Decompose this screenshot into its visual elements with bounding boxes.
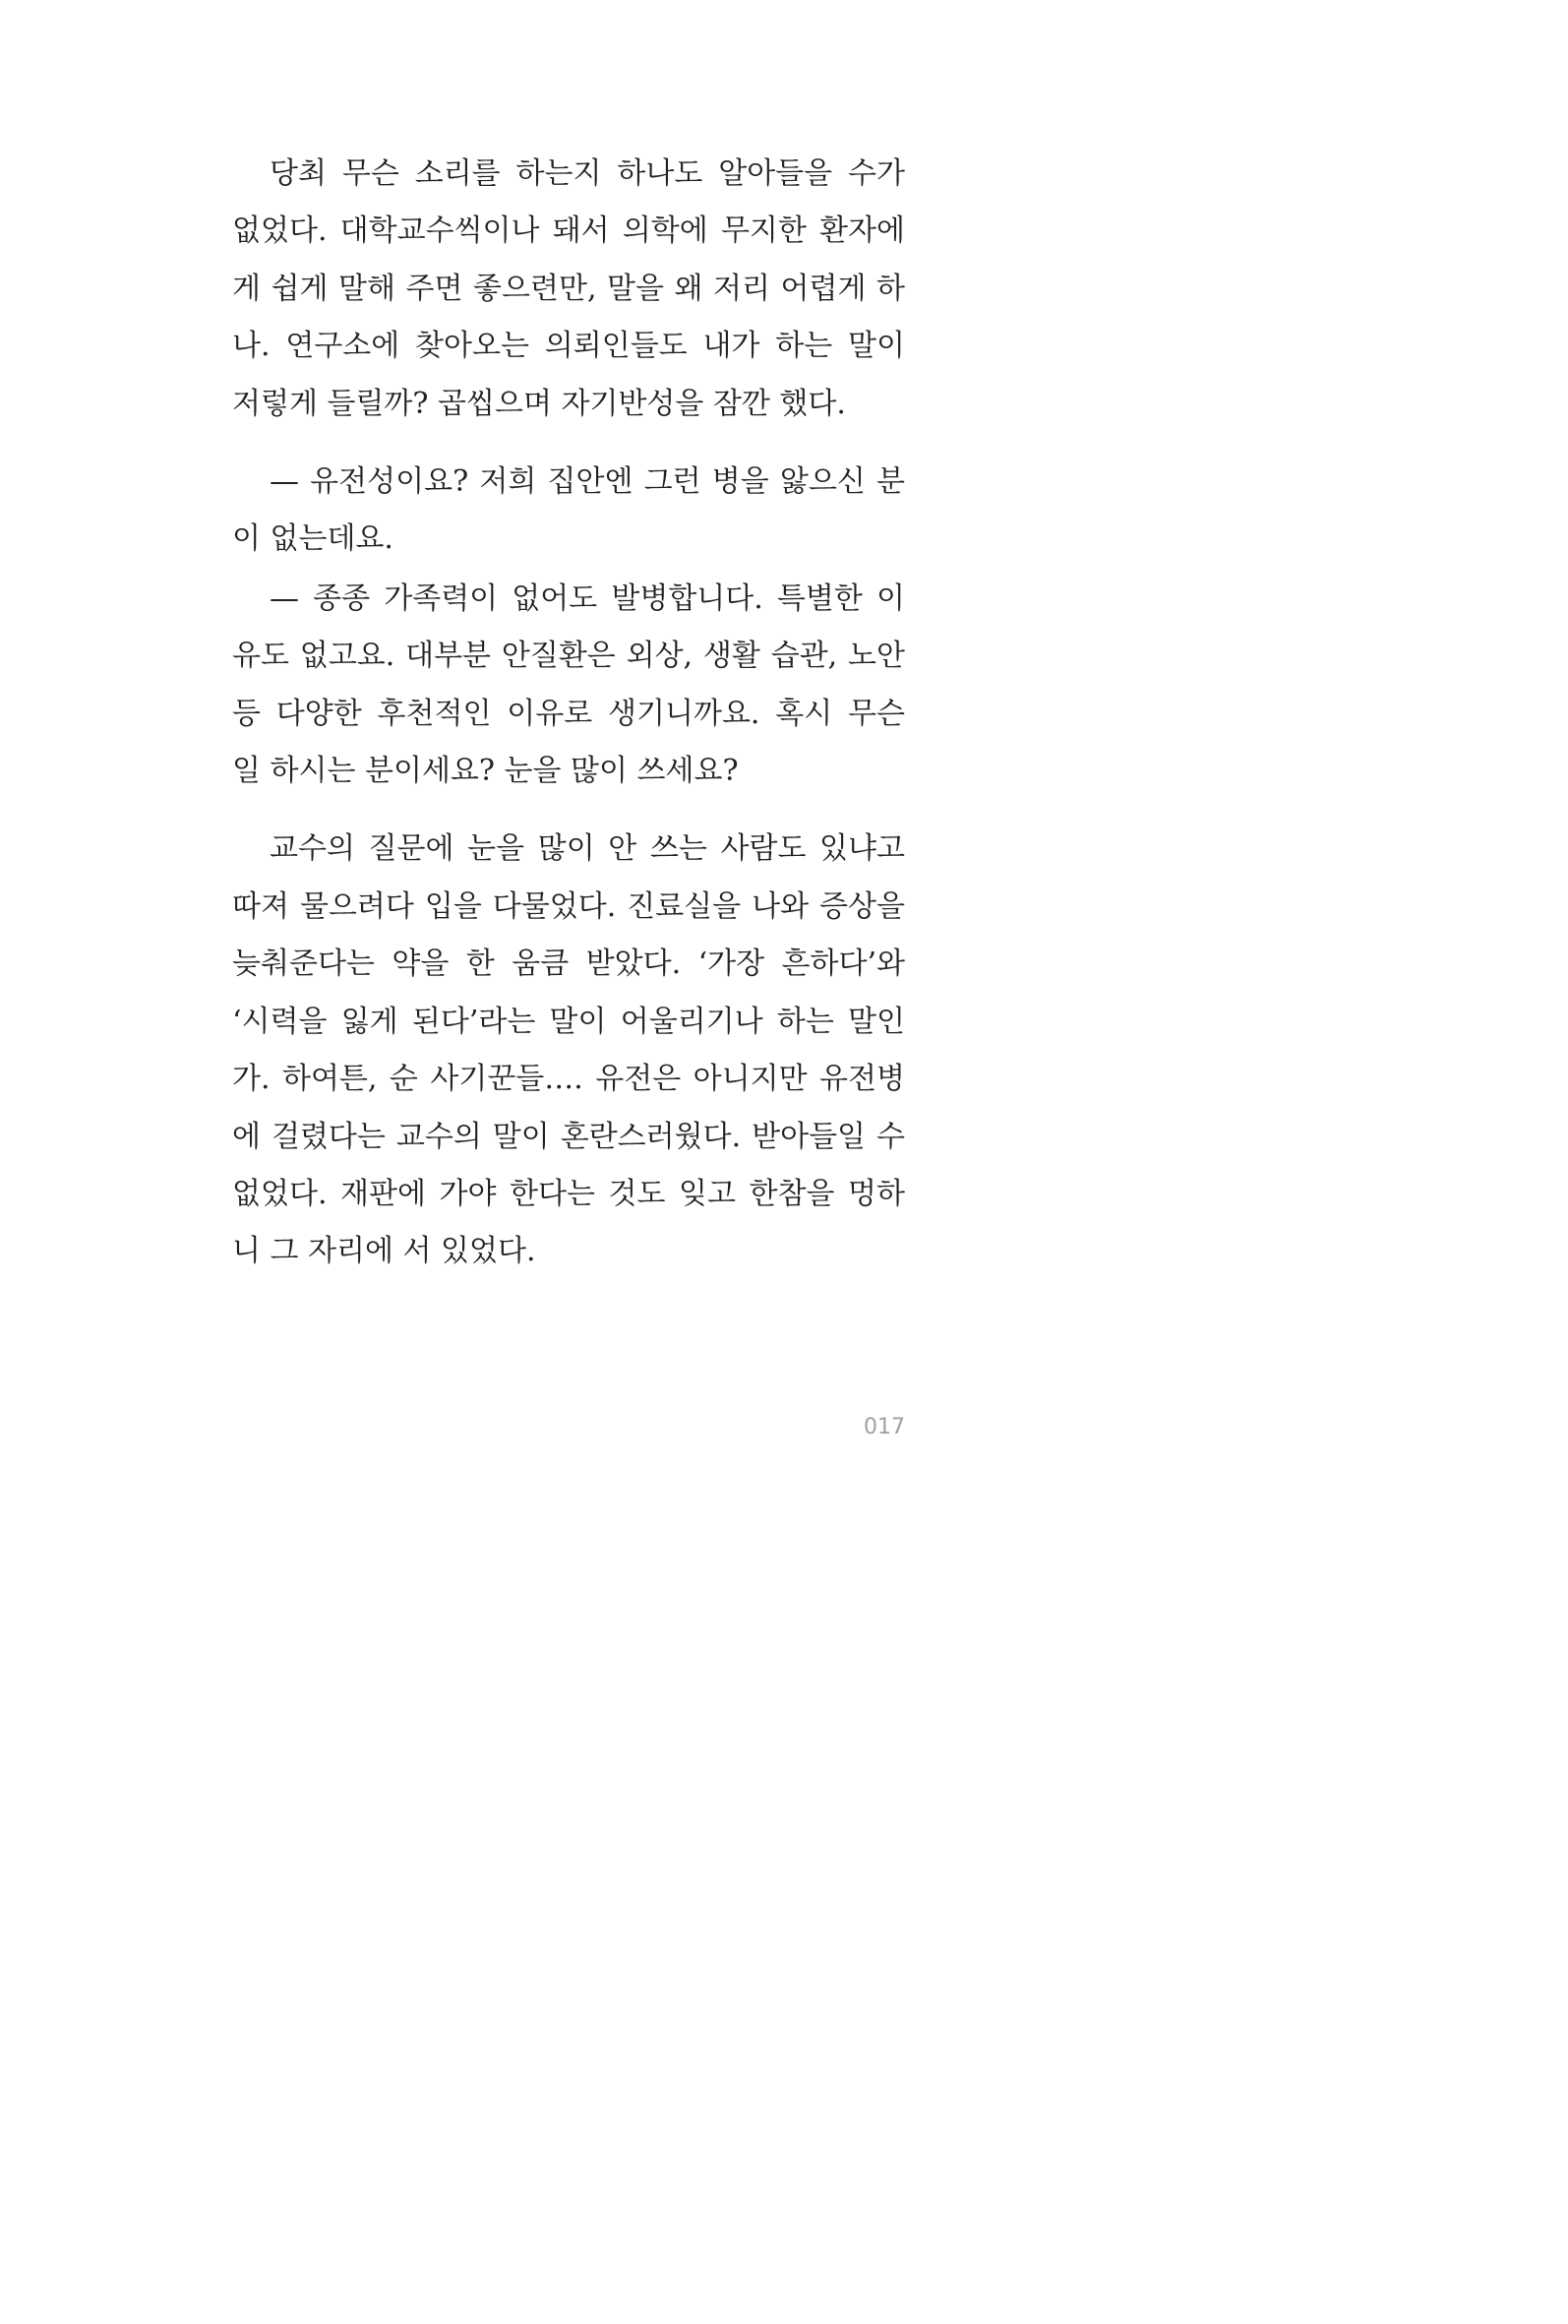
page-number: 017 [864,1415,905,1439]
paragraph-dialogue-2: — 종종 가족력이 없어도 발병합니다. 특별한 이유도 없고요. 대부분 안질환은 외상, 생활 습관, 노안 등 다양한 후천적인 이유로 생기니까요. 혹시 무슨 일 하시는 분이세요? 눈을 많이 쓰세요? [232,581,905,789]
book-page [0,0,1031,1547]
paragraph-dialogue-1: — 유전성이요? 저희 집안엔 그런 병을 앓으신 분이 없는데요. [232,464,905,557]
body-text [232,146,905,1281]
paragraph-narration-1: 당최 무슨 소리를 하는지 하나도 알아들을 수가 없었다. 대학교수씩이나 돼서 의학에 무지한 환자에게 쉽게 말해 주면 좋으련만, 말을 왜 저리 어렵게 하나. 연구소에 찾아오는 의뢰인들도 내가 하는 말이 저렇게 들릴까? 곱씹으며 자기반성을 잠깐 했다. [232,156,905,421]
paragraph-narration-2: 교수의 질문에 눈을 많이 안 쓰는 사람도 있냐고 따져 물으려다 입을 다물었다. 진료실을 나와 증상을 늦춰준다는 약을 한 움큼 받았다. ‘가장 흔하다’와 ‘시력을 잃게 된다’라는 말이 어울리기나 하는 말인가. 하여튼, 순 사기꾼들…. 유전은 아니지만 유전병에 걸렸다는 교수의 말이 혼란스러웠다. 받아들일 수 없었다. 재판에 가야 한다는 것도 잊고 한참을 멍하니 그 자리에 서 있었다. [232,831,905,1269]
